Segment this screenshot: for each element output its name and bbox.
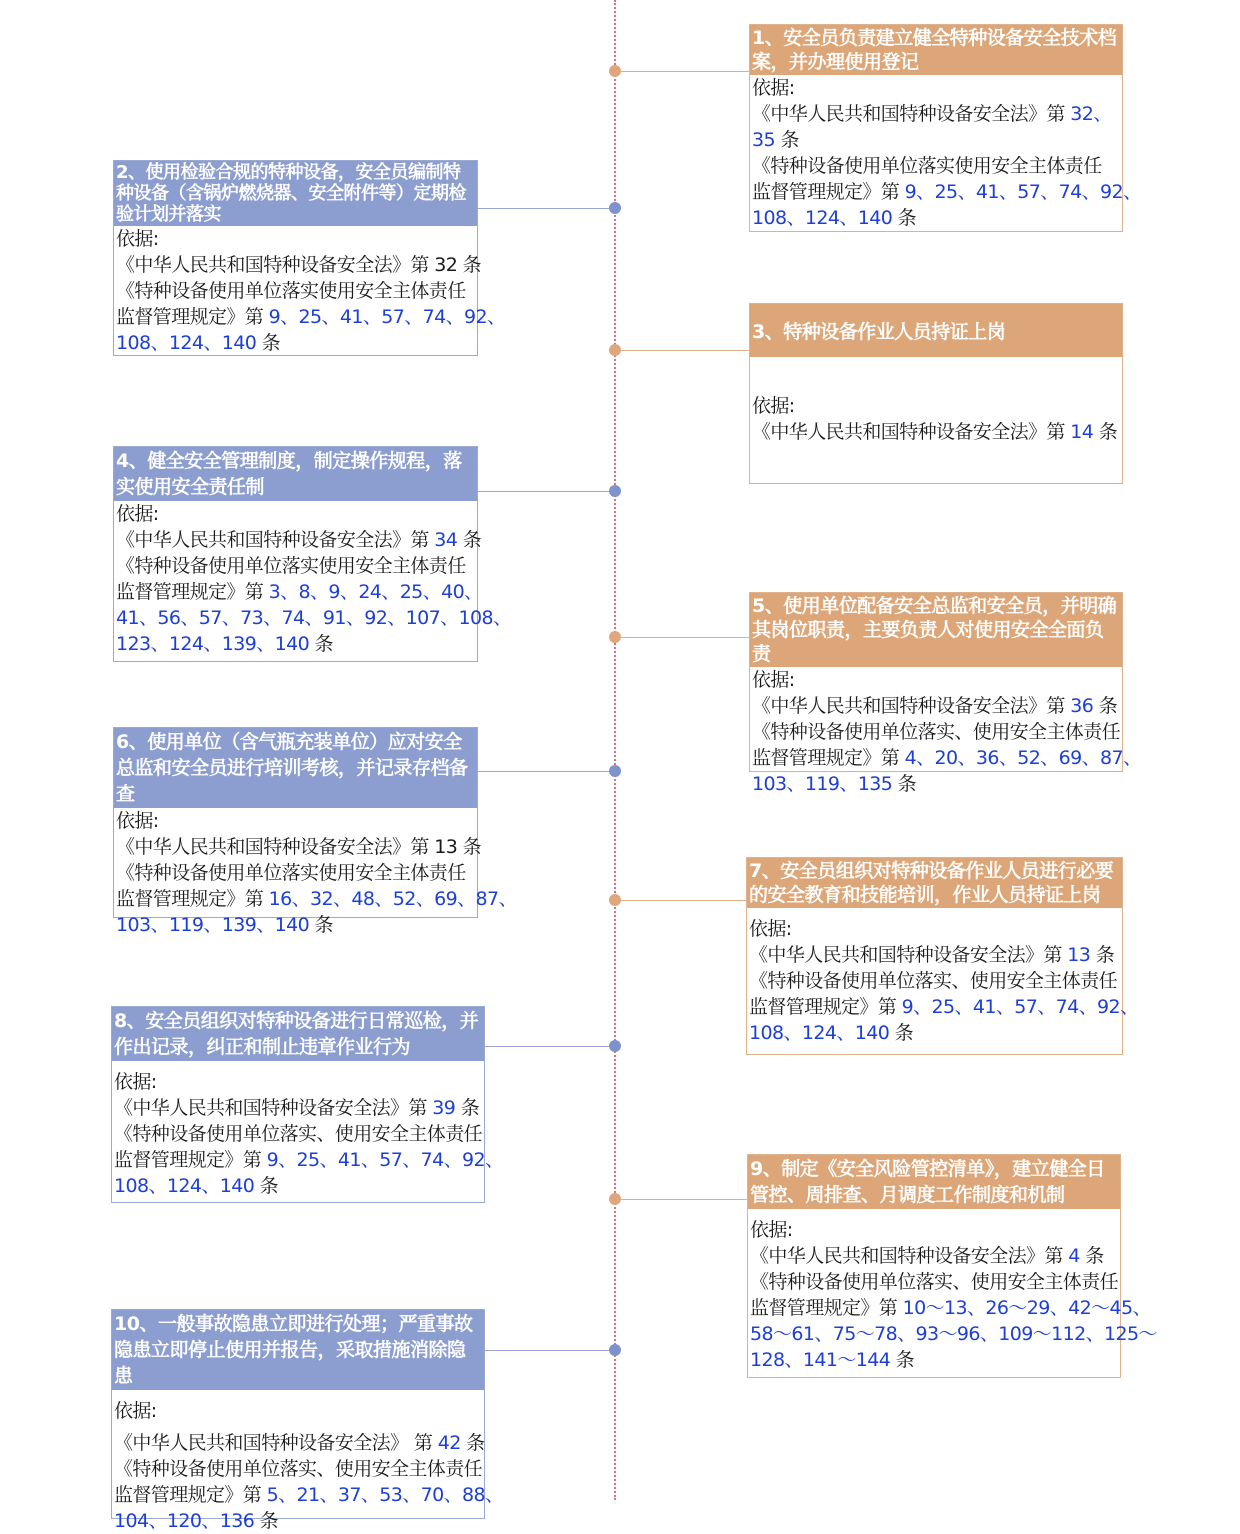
timeline-node-1 [609,65,621,77]
step-basis: 依据: 《中华人民共和国特种设备安全法》第 13 条 《特种设备使用单位落实使用安全主体责任 监督管理规定》第 16、32、48、52、69、87、 103、119、139、140 条 [116,810,517,936]
basis-label: 依据: [116,228,159,250]
step-title: 6、使用单位（含气瓶充装单位）应对安全总监和安全员进行培训考核，并记录存档备查 [114,728,477,808]
regulation-citation: 《特种设备使用单位落实使用安全主体责任 [116,555,466,577]
connector-9 [616,1199,749,1200]
step-title: 10、一般事故隐患立即进行处理；严重事故隐患立即停止使用并报告，采取措施消除隐患 [112,1310,484,1390]
connector-4 [478,491,614,492]
step-card-3 [749,303,1123,484]
law-citation: 《中华人民共和国特种设备安全法》第 39 条 [114,1097,480,1119]
basis-label: 依据: [752,77,795,99]
regulation-citation: 《特种设备使用单位落实、使用安全主体责任 [114,1458,483,1480]
step-card-8 [111,1006,504,1203]
regulation-citation: 《特种设备使用单位落实、使用安全主体责任 [752,721,1121,743]
connector-3 [616,350,749,351]
law-citation: 《中华人民共和国特种设备安全法》第 13 条 [749,944,1115,966]
step-title: 7、安全员组织对特种设备作业人员进行必要的安全教育和技能培训，作业人员持证上岗 [747,858,1122,908]
connector-8 [485,1046,614,1047]
regulation-citation: 《特种设备使用单位落实使用安全主体责任 [116,862,466,884]
connector-1 [616,71,749,72]
regulation-citation: 《特种设备使用单位落实、使用安全主体责任 [750,1271,1119,1293]
basis-label: 依据: [752,395,795,417]
law-citation: 《中华人民共和国特种设备安全法》第 13 条 [116,836,482,858]
step-card-4 [113,446,512,662]
timeline-node-5 [609,631,621,643]
basis-label: 依据: [114,1400,157,1422]
step-basis: 依据: 《中华人民共和国特种设备安全法》第 32 条 《特种设备使用单位落实使用安全主体责任 监督管理规定》第 9、25、41、57、74、92、 108、124、140 条 [116,228,506,354]
step-card-5 [749,592,1142,795]
law-citation: 《中华人民共和国特种设备安全法》第 32、 [752,103,1112,125]
regulation-citation: 《特种设备使用单位落实、使用安全主体责任 [114,1123,483,1145]
step-basis: 依据: 《中华人民共和国特种设备安全法》第 13 条 《特种设备使用单位落实、使用安全主体责任 监督管理规定》第 9、25、41、57、74、92、 108、124、140 条 [749,918,1139,1044]
timeline-node-3 [609,344,621,356]
timeline-axis [614,0,616,1500]
step-basis: 依据: 《中华人民共和国特种设备安全法》第 36 条 《特种设备使用单位落实、使用安全主体责任 监督管理规定》第 4、20、36、52、69、87、 103、119、135 条 [752,669,1142,795]
timeline-node-6 [609,765,621,777]
step-card-9 [747,1154,1157,1378]
step-title: 9、制定《安全风险管控清单》，建立健全日管控、周排查、月调度工作制度和机制 [748,1155,1120,1209]
law-citation: 《中华人民共和国特种设备安全法》 第 42 条 [114,1432,485,1454]
law-citation: 《中华人民共和国特种设备安全法》第 34 条 [116,529,482,551]
timeline-node-7 [609,894,621,906]
step-title: 3、特种设备作业人员持证上岗 [750,304,1122,357]
connector-7 [616,900,746,901]
basis-label: 依据: [750,1219,793,1241]
law-citation: 《中华人民共和国特种设备安全法》第 36 条 [752,695,1118,717]
law-citation: 《中华人民共和国特种设备安全法》第 32 条 [116,254,482,276]
basis-label: 依据: [752,669,795,691]
step-basis: 依据: 《中华人民共和国特种设备安全法》 第 42 条 《特种设备使用单位落实、使用安全主体责任 监督管理规定》第 5、21、37、53、70、88、 104、120、136 条 [114,1400,504,1532]
regulation-citation: 《特种设备使用单位落实使用安全主体责任 [752,155,1102,177]
step-title: 1、安全员负责建立健全特种设备安全技术档案，并办理使用登记 [750,25,1122,75]
connector-10 [485,1350,614,1351]
timeline-node-8 [609,1040,621,1052]
step-basis: 依据: 《中华人民共和国特种设备安全法》第 4 条 《特种设备使用单位落实、使用安全主体责任 监督管理规定》第 10～13、26～29、42～45、 58～61、75～78、93～96、109～112、125～ 128、141～144 条 [750,1219,1157,1371]
basis-label: 依据: [749,918,792,940]
step-title: 8、安全员组织对特种设备进行日常巡检，并作出记录，纠正和制止违章作业行为 [112,1007,484,1061]
step-title: 2、使用检验合规的特种设备，安全员编制特种设备（含锅炉燃烧器、安全附件等）定期检验计划并落实 [114,161,477,226]
timeline-node-10 [609,1344,621,1356]
basis-label: 依据: [114,1071,157,1093]
regulation-citation: 《特种设备使用单位落实、使用安全主体责任 [749,970,1118,992]
timeline-node-4 [609,485,621,497]
step-basis: 依据: 《中华人民共和国特种设备安全法》第 32、 35 条 《特种设备使用单位落实使用安全主体责任 监督管理规定》第 9、25、41、57、74、92、 108、124、140 条 [752,77,1142,229]
step-basis [750,357,1122,445]
law-citation: 《中华人民共和国特种设备安全法》第 4 条 [750,1245,1104,1267]
basis-label: 依据: [116,810,159,832]
step-title: 5、使用单位配备安全总监和安全员，并明确其岗位职责，主要负责人对使用安全全面负责 [750,593,1122,667]
timeline-node-9 [609,1193,621,1205]
connector-6 [478,771,614,772]
law-citation: 《中华人民共和国特种设备安全法》第 14 条 [752,421,1118,443]
connector-5 [616,637,749,638]
step-card-1 [749,24,1142,232]
step-card-10 [111,1309,504,1532]
connector-2 [478,208,614,209]
step-card-6 [113,727,517,936]
step-title: 4、健全安全管理制度，制定操作规程，落实使用安全责任制 [114,447,477,501]
basis-label: 依据: [116,503,159,525]
regulation-citation: 《特种设备使用单位落实使用安全主体责任 [116,280,466,302]
step-basis: 依据: 《中华人民共和国特种设备安全法》第 34 条 《特种设备使用单位落实使用安全主体责任 监督管理规定》第 3、8、9、24、25、40、 41、56、57、73、74、91、92、107、108、 123、124、139、140 条 [116,503,512,655]
step-card-7 [746,857,1139,1055]
timeline-node-2 [609,202,621,214]
step-card-2 [113,160,506,356]
step-basis: 依据: 《中华人民共和国特种设备安全法》第 39 条 《特种设备使用单位落实、使用安全主体责任 监督管理规定》第 9、25、41、57、74、92、 108、124、140 条 [114,1071,504,1197]
